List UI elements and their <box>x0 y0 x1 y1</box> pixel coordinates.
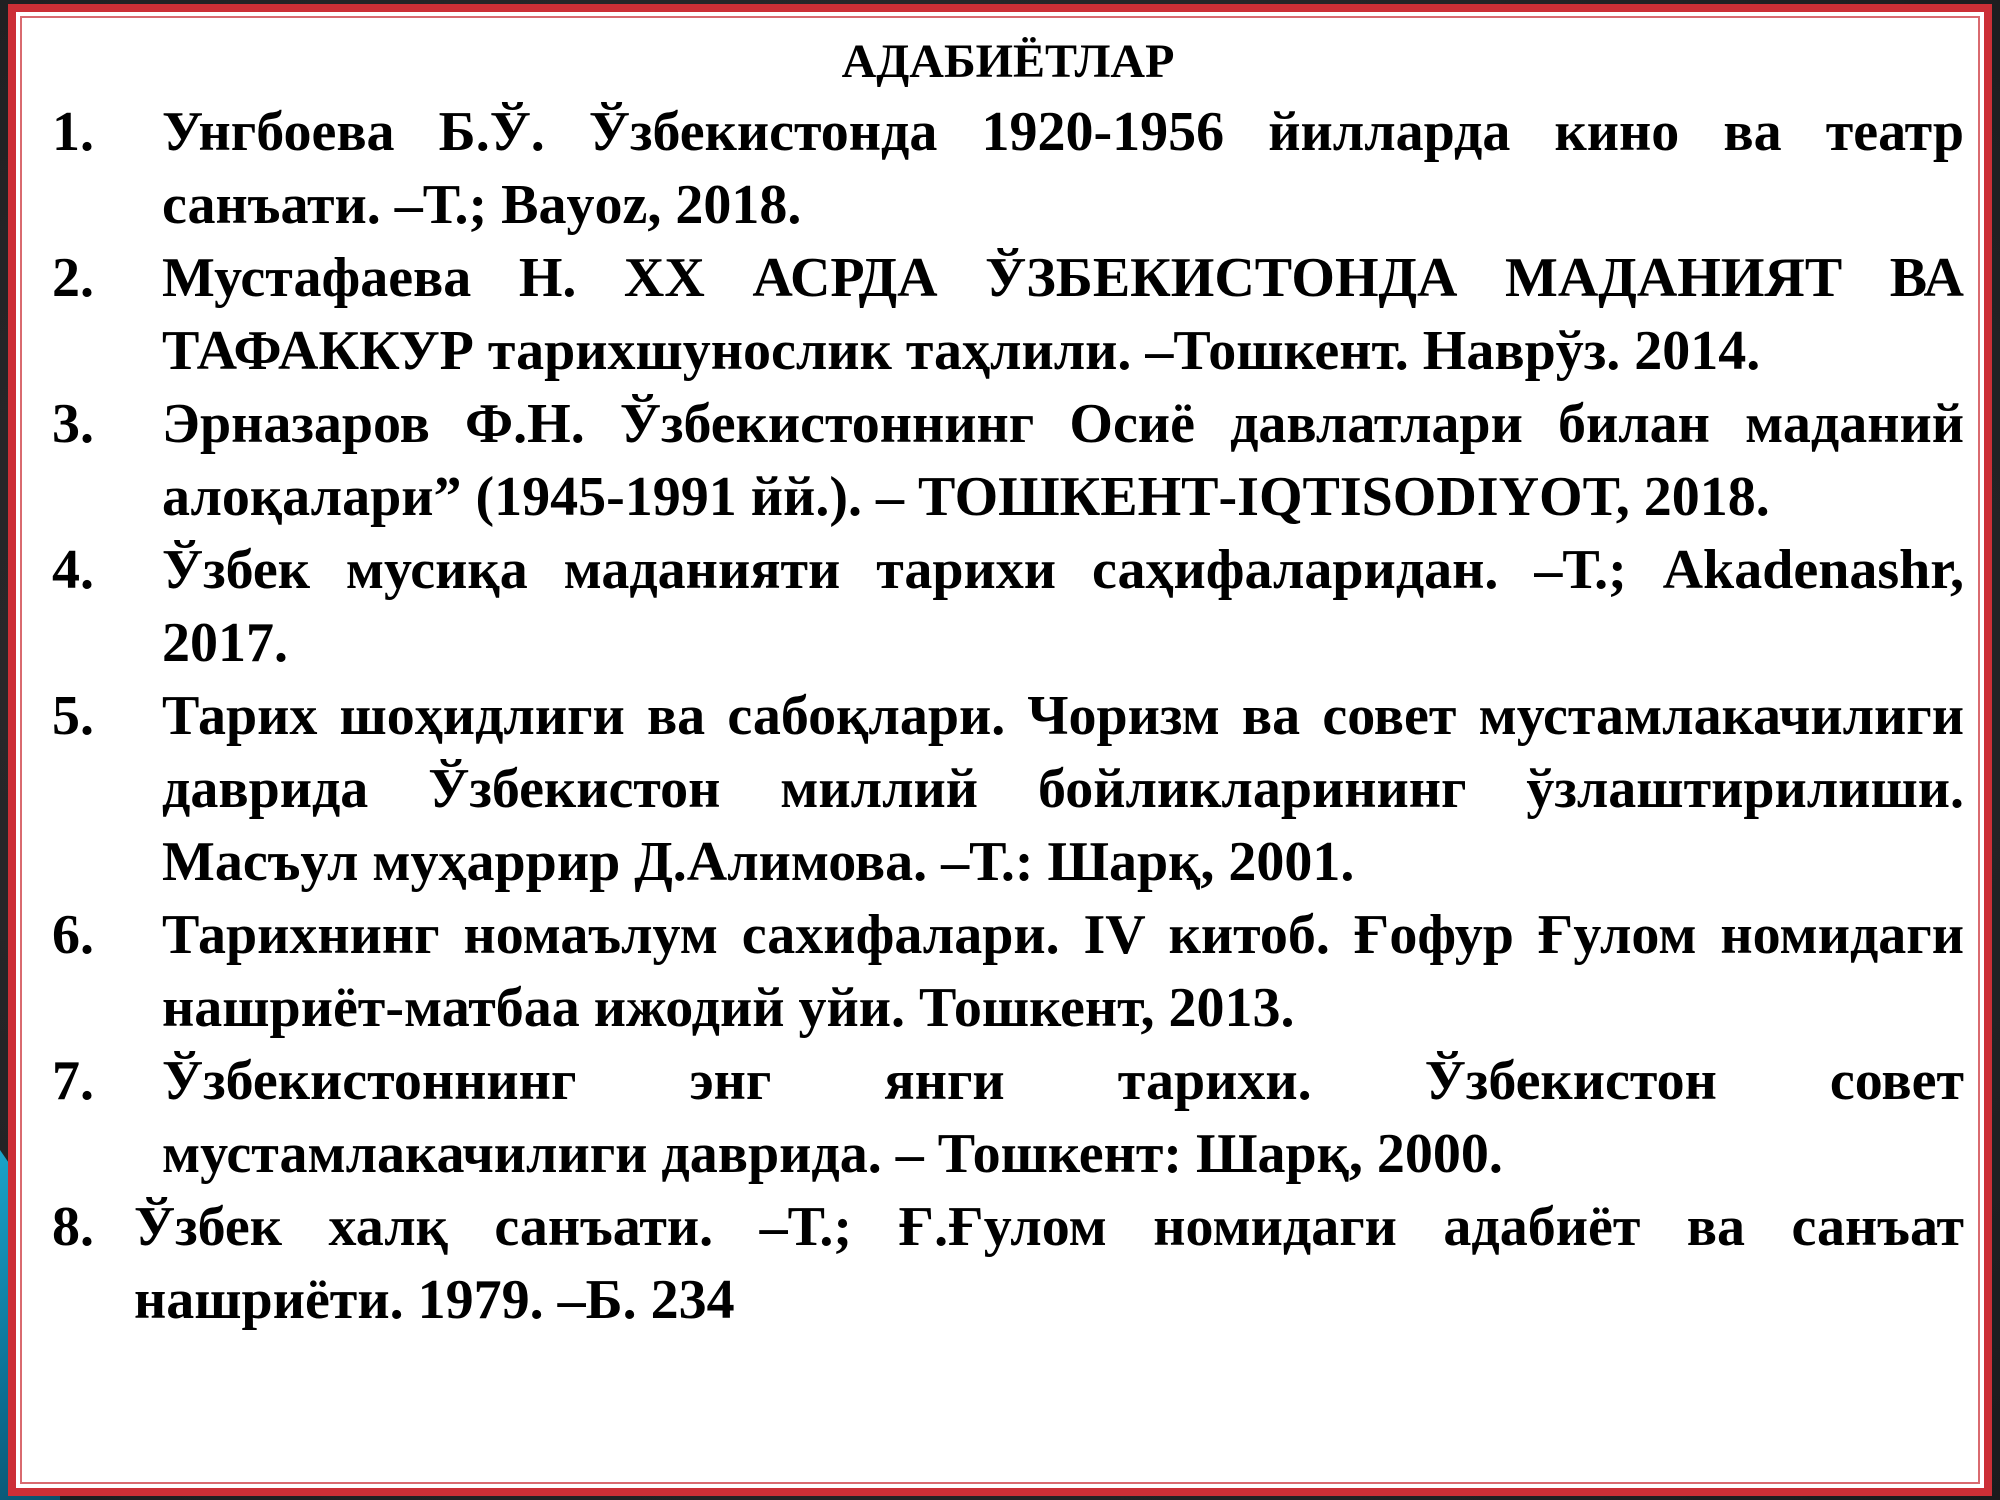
reference-number: 2. <box>52 247 94 309</box>
reference-number: 5. <box>52 685 94 747</box>
reference-number: 7. <box>52 1050 94 1112</box>
content-frame <box>8 4 1992 1496</box>
reference-list <box>52 96 1964 1337</box>
page-title: АДАБИЁТЛАР <box>841 35 1175 88</box>
reference-number: 6. <box>52 904 94 966</box>
list-item <box>52 242 1964 388</box>
list-item <box>52 680 1964 899</box>
reference-text: Ўзбек халқ санъати. –Т.; Ғ.Ғулом номидаги адабиёт ва санъат нашриёти. 1979. –Б. 234 <box>134 1196 1964 1331</box>
list-item <box>52 534 1964 680</box>
reference-number: 1. <box>52 101 94 163</box>
reference-number: 8. <box>52 1196 94 1258</box>
reference-number: 4. <box>52 539 94 601</box>
list-item <box>52 388 1964 534</box>
reference-text: Ўзбекистоннинг энг янги тарихи. Ўзбекистон совет мустамлакачилиги даврида. – Тошкент: Шарқ, 2000. <box>162 1050 1964 1185</box>
reference-text: Ўзбек мусиқа маданияти тарихи саҳифаларидан. –Т.; Akadenashr, 2017. <box>162 539 1964 674</box>
reference-number: 3. <box>52 393 94 455</box>
slide-content <box>52 30 1964 1337</box>
list-item <box>52 899 1964 1045</box>
list-item <box>52 96 1964 242</box>
list-item <box>52 1045 1964 1191</box>
reference-text: Унгбоева Б.Ў. Ўзбекистонда 1920-1956 йилларда кино ва театр санъати. –Т.; Bayoz, 2018. <box>162 101 1964 236</box>
list-item <box>52 1191 1964 1337</box>
reference-text: Мустафаева Н. XX АСРДА ЎЗБЕКИСТОНДА МАДАНИЯТ ВА ТАФАККУР тарихшунослик таҳлили. –Тошкент. Наврўз. 2014. <box>162 247 1964 382</box>
reference-text: Тарихнинг номаълум сахифалари. IV китоб. Ғофур Ғулом номидаги нашриёт-матбаа ижодий уйи. Тошкент, 2013. <box>162 904 1964 1039</box>
reference-text: Эрназаров Ф.Н. Ўзбекистоннинг Осиё давлатлари билан маданий алоқалари” (1945-1991 йй.). – ТОШКЕНТ-IQTISODIYOT, 2018. <box>162 393 1964 528</box>
reference-text: Тарих шоҳидлиги ва сабоқлари. Чоризм ва совет мустамлакачилиги даврида Ўзбекистон миллий бойликларининг ўзлаштирилиши. Масъул муҳаррир Д.Алимова. –Т.: Шарқ, 2001. <box>162 685 1964 893</box>
